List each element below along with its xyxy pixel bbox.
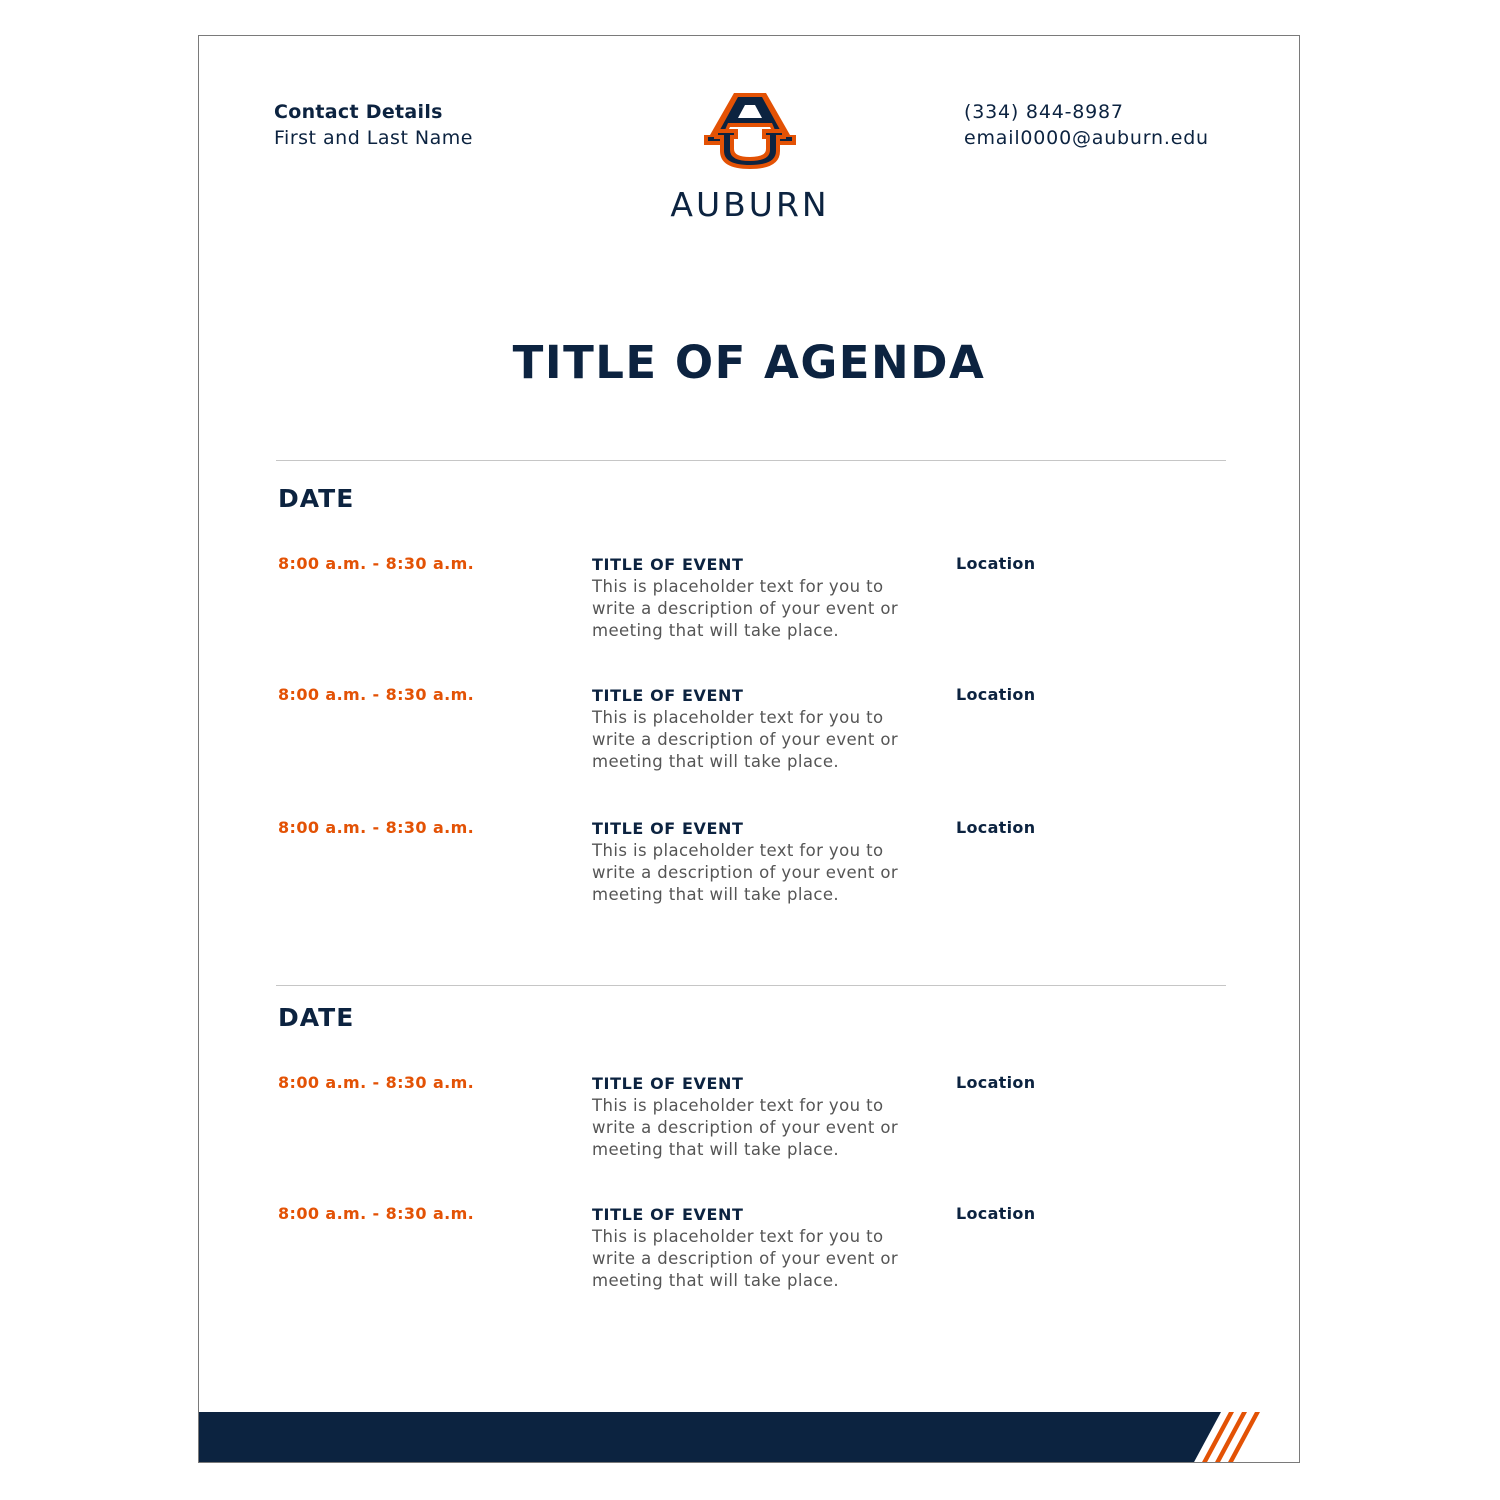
item-description bbox=[592, 707, 922, 773]
au-monogram-icon bbox=[704, 91, 796, 171]
item-location: Location bbox=[956, 554, 1036, 573]
agenda-page bbox=[198, 35, 1300, 1463]
item-description bbox=[592, 576, 922, 642]
contact-phone: (334) 844-8987 bbox=[964, 101, 1124, 123]
item-desc-line: write a description of your event or bbox=[592, 599, 899, 618]
item-desc-line: meeting that will take place. bbox=[592, 752, 840, 771]
item-desc-line: write a description of your event or bbox=[592, 1249, 899, 1268]
section-date: DATE bbox=[278, 484, 355, 513]
item-description bbox=[592, 1095, 922, 1161]
section-divider bbox=[276, 460, 1226, 461]
item-desc-line: This is placeholder text for you to bbox=[592, 577, 884, 596]
footer-band bbox=[199, 1412, 1300, 1463]
contact-name: First and Last Name bbox=[274, 127, 473, 149]
item-title: TITLE OF EVENT bbox=[592, 819, 744, 838]
agenda-item bbox=[278, 554, 1178, 664]
item-desc-line: This is placeholder text for you to bbox=[592, 1227, 884, 1246]
section-date: DATE bbox=[278, 1003, 355, 1032]
item-title: TITLE OF EVENT bbox=[592, 1074, 744, 1093]
section-divider bbox=[276, 985, 1226, 986]
item-desc-line: meeting that will take place. bbox=[592, 1140, 840, 1159]
auburn-logo bbox=[655, 91, 845, 224]
item-desc-line: meeting that will take place. bbox=[592, 885, 840, 904]
item-location: Location bbox=[956, 1073, 1036, 1092]
item-event bbox=[592, 818, 922, 906]
item-event bbox=[592, 554, 922, 642]
agenda-item bbox=[278, 818, 1178, 928]
item-desc-line: write a description of your event or bbox=[592, 1118, 899, 1137]
item-title: TITLE OF EVENT bbox=[592, 555, 744, 574]
contact-info bbox=[964, 99, 1209, 151]
item-desc-line: meeting that will take place. bbox=[592, 1271, 840, 1290]
agenda-item bbox=[278, 1204, 1178, 1314]
item-desc-line: This is placeholder text for you to bbox=[592, 841, 884, 860]
item-location: Location bbox=[956, 1204, 1036, 1223]
agenda-title: TITLE OF AGENDA bbox=[512, 336, 986, 389]
auburn-wordmark: AUBURN bbox=[670, 185, 830, 224]
item-desc-line: write a description of your event or bbox=[592, 863, 899, 882]
item-title: TITLE OF EVENT bbox=[592, 686, 744, 705]
contact-email: email0000@auburn.edu bbox=[964, 127, 1209, 149]
contact-details bbox=[274, 99, 473, 151]
item-time: 8:00 a.m. - 8:30 a.m. bbox=[278, 1204, 475, 1223]
item-location: Location bbox=[956, 818, 1036, 837]
item-desc-line: write a description of your event or bbox=[592, 730, 899, 749]
footer-navy-bar bbox=[199, 1412, 1221, 1463]
item-desc-line: This is placeholder text for you to bbox=[592, 708, 884, 727]
item-description bbox=[592, 1226, 922, 1292]
item-title: TITLE OF EVENT bbox=[592, 1205, 744, 1224]
agenda-item bbox=[278, 685, 1178, 795]
item-event bbox=[592, 1204, 922, 1292]
agenda-item bbox=[278, 1073, 1178, 1183]
item-desc-line: This is placeholder text for you to bbox=[592, 1096, 884, 1115]
item-time: 8:00 a.m. - 8:30 a.m. bbox=[278, 554, 475, 573]
item-event bbox=[592, 1073, 922, 1161]
item-location: Location bbox=[956, 685, 1036, 704]
item-description bbox=[592, 840, 922, 906]
item-time: 8:00 a.m. - 8:30 a.m. bbox=[278, 818, 475, 837]
item-time: 8:00 a.m. - 8:30 a.m. bbox=[278, 1073, 475, 1092]
contact-heading: Contact Details bbox=[274, 101, 443, 123]
item-time: 8:00 a.m. - 8:30 a.m. bbox=[278, 685, 475, 704]
item-event bbox=[592, 685, 922, 773]
item-desc-line: meeting that will take place. bbox=[592, 621, 840, 640]
